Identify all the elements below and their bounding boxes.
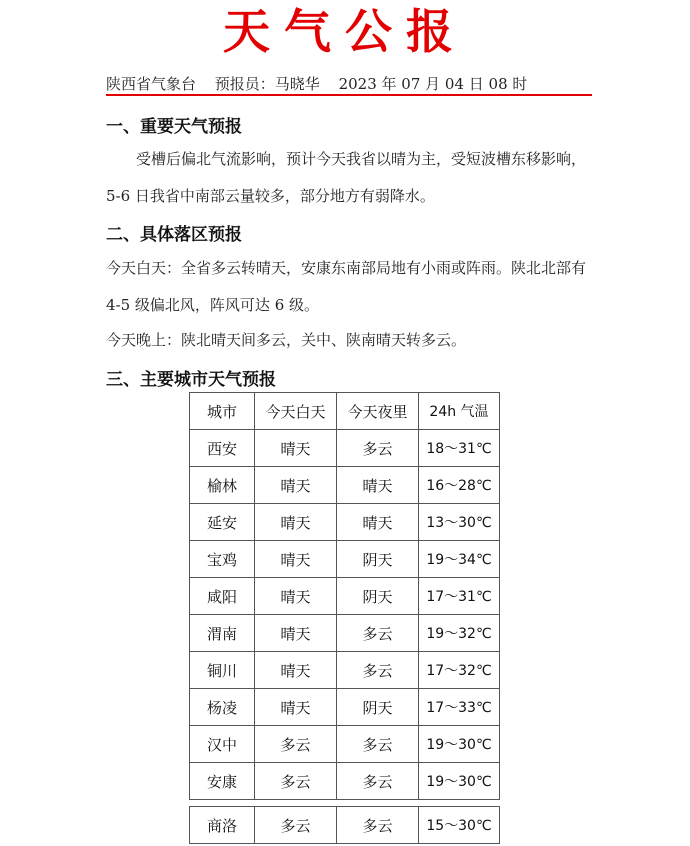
city-cell: 榆林 bbox=[190, 467, 255, 504]
temperature-cell: 15～30℃ bbox=[419, 807, 500, 844]
night-cell: 多云 bbox=[337, 726, 419, 763]
section-heading-area: 二、具体落区预报 bbox=[106, 225, 242, 245]
night-cell: 多云 bbox=[337, 807, 419, 844]
daytime-cell: 晴天 bbox=[255, 467, 337, 504]
night-cell: 阴天 bbox=[337, 689, 419, 726]
city-cell: 商洛 bbox=[190, 807, 255, 844]
temperature-cell: 19～34℃ bbox=[419, 541, 500, 578]
table-row bbox=[190, 763, 500, 800]
city-cell: 汉中 bbox=[190, 726, 255, 763]
important-forecast-text: 受槽后偏北气流影响，预计今天我省以晴为主，受短波槽东移影响，5-6 日我省中南部云量较多，部分地方有弱降水。 bbox=[106, 150, 587, 205]
daytime-cell: 多云 bbox=[255, 763, 337, 800]
night-cell: 阴天 bbox=[337, 541, 419, 578]
temperature-cell: 19～30℃ bbox=[419, 763, 500, 800]
night-cell: 多云 bbox=[337, 763, 419, 800]
city-cell: 宝鸡 bbox=[190, 541, 255, 578]
temperature-cell: 17～33℃ bbox=[419, 689, 500, 726]
city-cell: 铜川 bbox=[190, 652, 255, 689]
city-cell: 安康 bbox=[190, 763, 255, 800]
table-gap-cell bbox=[190, 800, 500, 807]
temperature-cell: 18～31℃ bbox=[419, 430, 500, 467]
issuer: 陕西省气象台 bbox=[106, 75, 197, 93]
temperature-cell: 19～30℃ bbox=[419, 726, 500, 763]
daytime-cell: 晴天 bbox=[255, 578, 337, 615]
daytime-cell: 晴天 bbox=[255, 652, 337, 689]
column-header: 24h 气温 bbox=[419, 393, 500, 430]
daytime-cell: 晴天 bbox=[255, 541, 337, 578]
night-forecast-text: 今天晚上：陕北晴天间多云，关中、陕南晴天转多云。 bbox=[106, 331, 467, 349]
night-cell: 多云 bbox=[337, 430, 419, 467]
table-row bbox=[190, 726, 500, 763]
temperature-cell: 17～31℃ bbox=[419, 578, 500, 615]
city-cell: 咸阳 bbox=[190, 578, 255, 615]
daytime-cell: 晴天 bbox=[255, 615, 337, 652]
daytime-cell: 多云 bbox=[255, 726, 337, 763]
daytime-forecast-text: 今天白天：全省多云转晴天，安康东南部局地有小雨或阵雨。陕北北部有 4-5 级偏北风，阵风可达 6 级。 bbox=[106, 259, 587, 314]
issuer-line bbox=[106, 73, 541, 94]
night-cell: 晴天 bbox=[337, 504, 419, 541]
column-header: 城市 bbox=[190, 393, 255, 430]
section-heading-important: 一、重要天气预报 bbox=[106, 117, 242, 137]
table-row bbox=[190, 467, 500, 504]
night-cell: 多云 bbox=[337, 615, 419, 652]
temperature-cell: 17～32℃ bbox=[419, 652, 500, 689]
table-header-row bbox=[190, 393, 500, 430]
bulletin-title: 天气公报 bbox=[223, 5, 467, 60]
night-cell: 晴天 bbox=[337, 467, 419, 504]
night-cell: 阴天 bbox=[337, 578, 419, 615]
table-row bbox=[190, 652, 500, 689]
city-cell: 延安 bbox=[190, 504, 255, 541]
table-row bbox=[190, 430, 500, 467]
city-cell: 西安 bbox=[190, 430, 255, 467]
temperature-cell: 13～30℃ bbox=[419, 504, 500, 541]
table-row bbox=[190, 504, 500, 541]
daytime-cell: 晴天 bbox=[255, 430, 337, 467]
temperature-cell: 19～32℃ bbox=[419, 615, 500, 652]
column-header: 今天夜里 bbox=[337, 393, 419, 430]
section-heading-cities: 三、主要城市天气预报 bbox=[106, 370, 276, 390]
city-cell: 渭南 bbox=[190, 615, 255, 652]
table-row bbox=[190, 689, 500, 726]
red-divider bbox=[106, 94, 592, 96]
temperature-cell: 16～28℃ bbox=[419, 467, 500, 504]
daytime-cell: 晴天 bbox=[255, 504, 337, 541]
night-cell: 多云 bbox=[337, 652, 419, 689]
city-cell: 杨凌 bbox=[190, 689, 255, 726]
issue-datetime: 2023 年 07 月 04 日 08 时 bbox=[338, 75, 528, 93]
city-forecast-table bbox=[189, 392, 500, 844]
forecaster: 预报员：马晓华 bbox=[214, 75, 320, 93]
table-row bbox=[190, 578, 500, 615]
daytime-cell: 晴天 bbox=[255, 689, 337, 726]
table-row bbox=[190, 541, 500, 578]
table-gap bbox=[190, 800, 500, 807]
daytime-cell: 多云 bbox=[255, 807, 337, 844]
column-header: 今天白天 bbox=[255, 393, 337, 430]
table-row bbox=[190, 807, 500, 844]
table-row bbox=[190, 615, 500, 652]
